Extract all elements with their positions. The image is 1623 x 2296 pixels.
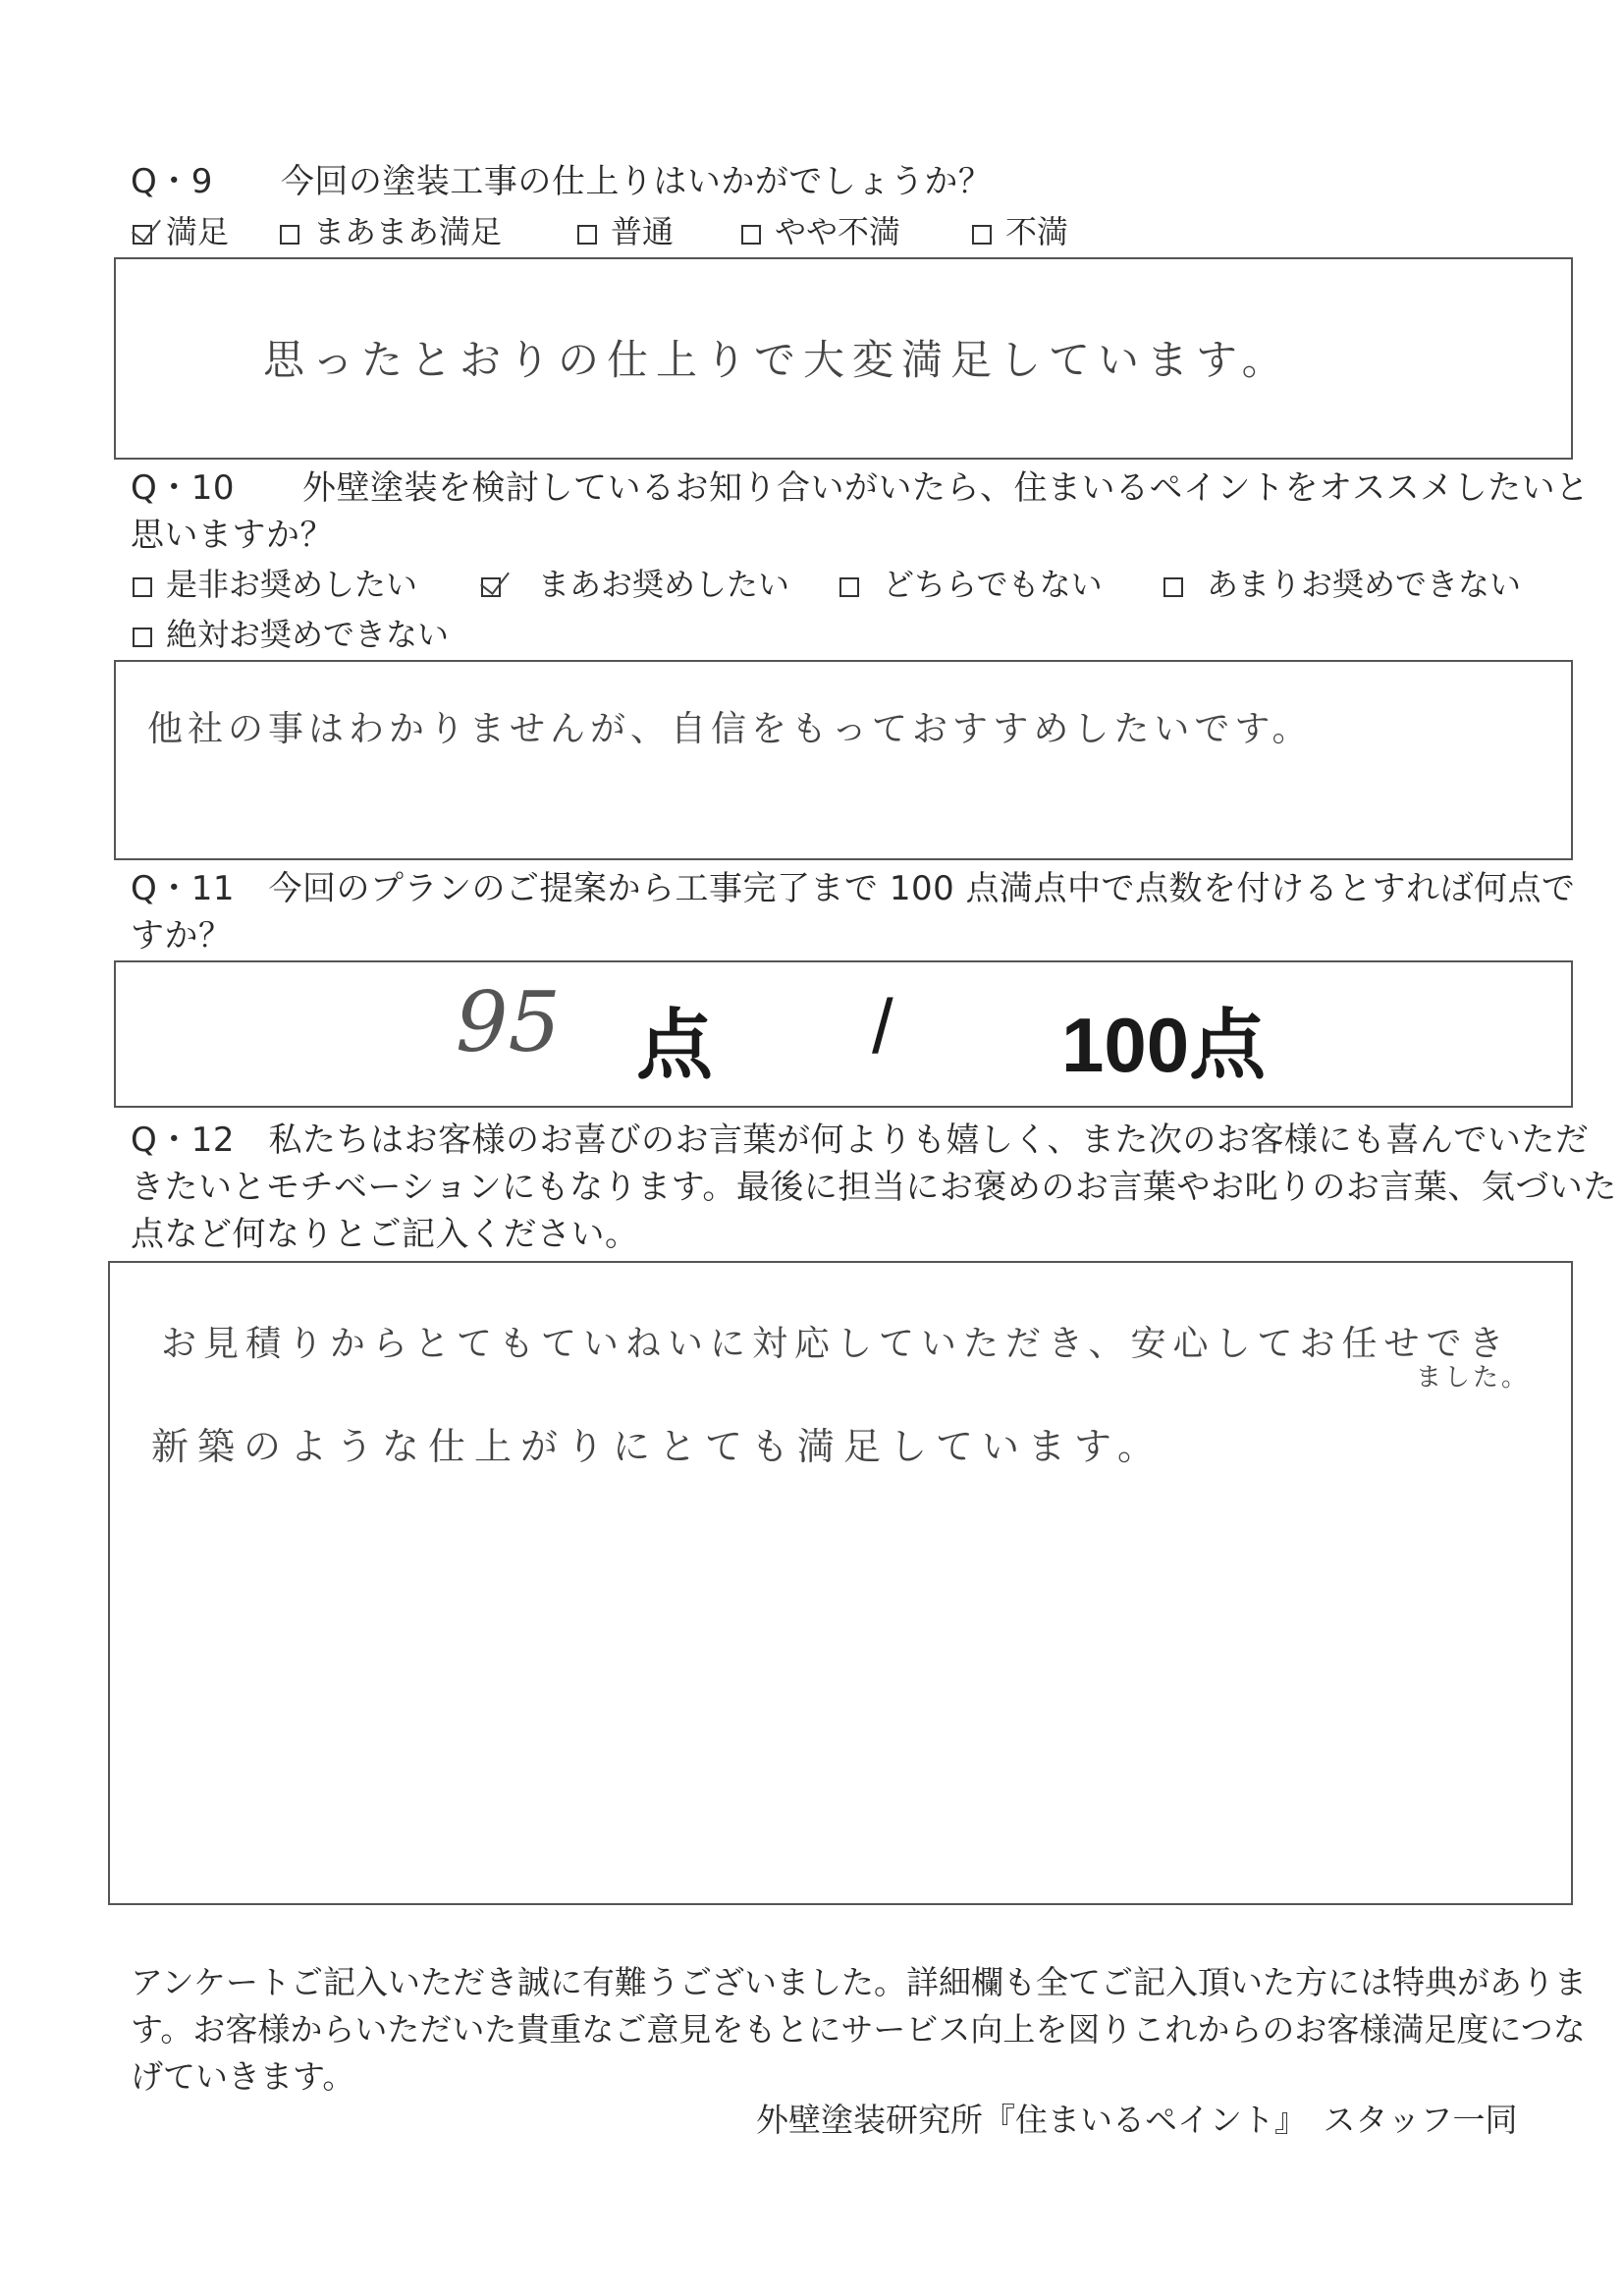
footer-line2: す。お客様からいただいた貴重なご意見をもとにサービス向上を図りこれからのお客様満足度につな [131,2010,1586,2049]
q11-score-box[interactable] [114,960,1573,1108]
checkbox[interactable] [839,577,859,597]
q11-question-line2: すか？ [131,916,233,956]
option-label: まあお奨めしたい [538,566,790,603]
q9-option-futsu[interactable] [577,212,674,251]
checkbox-checked[interactable] [481,577,501,597]
q12-answer-line1b: ました。 [1416,1363,1531,1393]
q12-answer-box[interactable] [108,1261,1573,1905]
q12-question-line1: Q・12 私たちはお客様のお喜びのお言葉が何よりも嬉しく、また次のお客様にも喜んでいただ [131,1121,1590,1160]
checkmark-icon [132,211,161,243]
score-slash: / [872,983,893,1069]
q10-question-line2: 思いますか？ [131,516,334,555]
q9-answer-box[interactable] [114,257,1573,460]
q12-question-line3: 点など何なりとご記入ください。 [131,1215,639,1254]
checkbox[interactable] [280,225,299,245]
option-label: 絶対お奨めできない [166,616,450,653]
option-label: あまりお奨めできない [1207,566,1522,603]
q10-option-maa[interactable] [481,565,789,604]
max-score: 100点 [1061,1002,1267,1088]
q9-question: Q・9 今回の塗装工事の仕上りはいかがでしょうか？ [131,162,993,201]
q12-answer-line2: 新築のような仕上がりにとても満足しています。 [151,1425,1163,1468]
checkmark-icon [480,564,510,595]
footer-signature: 外壁塗装研究所『住まいるペイント』 スタッフ一同 [756,2101,1518,2139]
q12-answer-line1: お見積りからとてもていねいに対応していただき、安心してお任せでき [161,1324,1511,1364]
checkbox[interactable] [133,628,152,647]
q9-answer-text: 思ったとおりの仕上りで大変満足しています。 [263,336,1291,384]
option-label: 是非お奨めしたい [166,566,418,603]
footer-line1: アンケートご記入いただき誠に有難うございました。詳細欄も全てご記入頂いた方には特典がありま [131,1963,1588,2001]
q9-option-fuman[interactable] [972,212,1068,251]
checkbox[interactable] [972,225,992,245]
q10-option-amari[interactable] [1163,565,1521,604]
q10-option-dochira[interactable] [839,565,1103,604]
checkbox[interactable] [1163,577,1183,597]
q12-question-line2: きたいとモチベーションにもなります。最後に担当にお褒めのお言葉やお叱りのお言葉、気づいた [131,1168,1617,1207]
q10-question-line1: Q・10 外壁塗装を検討しているお知り合いがいたら、住まいるペイントをオススメしたいと [131,468,1590,508]
q10-answer-box[interactable] [114,660,1573,860]
score-value: 95 [456,974,561,1070]
q10-answer-text: 他社の事はわかりませんが、自信をもっておすすめしたいです。 [147,709,1313,749]
option-label: 満足 [166,213,230,250]
checkbox[interactable] [133,577,152,597]
option-label: まあまあ満足 [313,213,503,250]
q11-question-line1: Q・11 今回のプランのご提案から工事完了まで 100 点満点中で点数を付けるとすれば何点で [131,869,1576,908]
option-label: どちらでもない [883,566,1103,603]
option-label: やや不満 [775,213,901,250]
checkbox-checked[interactable] [133,225,152,245]
option-label: 不満 [1005,213,1069,250]
q9-option-mamamamanzoku[interactable] [280,212,502,251]
score-unit: 点 [636,1002,714,1088]
checkbox[interactable] [741,225,761,245]
footer-line3: げていきます。 [131,2057,355,2096]
q9-option-yayafuman[interactable] [741,212,900,251]
option-label: 普通 [611,213,675,250]
checkbox[interactable] [577,225,597,245]
q10-option-zehi[interactable] [133,565,417,604]
q10-option-zettai[interactable] [133,615,449,654]
q9-option-manzoku[interactable] [133,212,229,251]
